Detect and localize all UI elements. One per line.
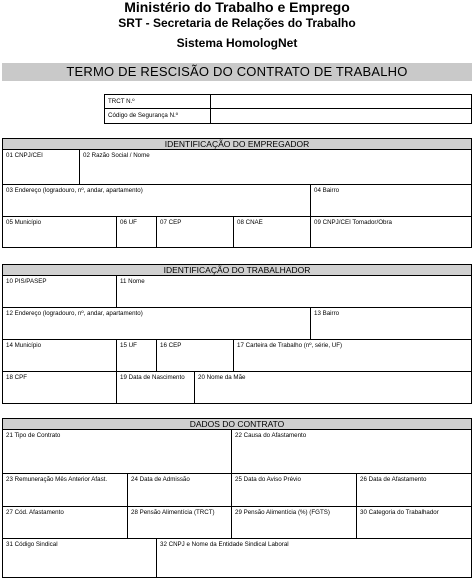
field-20-label: 20 Nome da Mãe bbox=[198, 374, 246, 381]
field-16-label: 16 CEP bbox=[160, 342, 182, 349]
field-12-label: 12 Endereço (logradouro, nº, andar, apartamento) bbox=[6, 310, 143, 317]
field-07-cep[interactable] bbox=[157, 217, 234, 247]
trct-box bbox=[104, 94, 472, 124]
field-27-label: 27 Cód. Afastamento bbox=[6, 509, 64, 516]
field-12-endereco[interactable] bbox=[3, 308, 311, 340]
trct-number-label-cell bbox=[105, 95, 211, 109]
field-19-label: 19 Data de Nascimento bbox=[120, 374, 185, 381]
field-05-municipio[interactable] bbox=[3, 217, 117, 247]
field-31-label: 31 Código Sindical bbox=[6, 541, 58, 548]
field-03-label: 03 Endereço (logradouro, nº, andar, apartamento) bbox=[6, 187, 143, 194]
field-22-label: 22 Causa do Afastamento bbox=[235, 432, 307, 439]
field-17-carteira-trabalho[interactable] bbox=[234, 340, 471, 372]
worker-section bbox=[2, 264, 472, 404]
system-heading: Sistema HomologNet bbox=[176, 36, 298, 50]
field-14-label: 14 Município bbox=[6, 342, 42, 349]
security-code-label-cell bbox=[105, 109, 211, 123]
field-26-data-afastamento[interactable] bbox=[357, 474, 471, 507]
field-21-label: 21 Tipo de Contrato bbox=[6, 432, 61, 439]
field-01-cnpj[interactable] bbox=[3, 150, 80, 185]
field-24-label: 24 Data de Admissão bbox=[131, 476, 190, 483]
field-09-cnpj-tomador[interactable] bbox=[311, 217, 471, 247]
field-28-label: 28 Pensão Alimentícia (TRCT) bbox=[131, 509, 215, 516]
employer-section bbox=[2, 138, 472, 248]
security-code-field[interactable] bbox=[211, 109, 471, 123]
field-23-remuneracao[interactable] bbox=[3, 474, 128, 507]
field-23-label: 23 Remuneração Mês Anterior Afast. bbox=[6, 476, 108, 483]
field-06-label: 06 UF bbox=[120, 219, 137, 226]
trct-number-label: TRCT N.º bbox=[108, 98, 135, 105]
field-18-cpf[interactable] bbox=[3, 372, 117, 403]
field-29-label: 29 Pensão Alimentícia (%) (FGTS) bbox=[235, 509, 330, 516]
field-07-label: 07 CEP bbox=[160, 219, 182, 226]
ministry-heading: Ministério do Trabalho e Emprego bbox=[124, 0, 350, 15]
field-25-label: 25 Data do Aviso Prévio bbox=[235, 476, 301, 483]
field-10-pis[interactable] bbox=[3, 276, 117, 308]
field-32-label: 32 CNPJ e Nome da Entidade Sindical Laboral bbox=[160, 541, 289, 548]
employer-section-title: IDENTIFICAÇÃO DO EMPREGADOR bbox=[3, 139, 471, 150]
worker-section-title: IDENTIFICAÇÃO DO TRABALHADOR bbox=[3, 265, 471, 276]
field-04-bairro[interactable] bbox=[311, 185, 471, 217]
field-08-cnae[interactable] bbox=[234, 217, 311, 247]
field-22-causa-afastamento[interactable] bbox=[232, 430, 471, 474]
field-19-data-nascimento[interactable] bbox=[117, 372, 195, 403]
secretariat-heading: SRT - Secretaria de Relações do Trabalho bbox=[118, 16, 356, 30]
trct-number-field[interactable] bbox=[211, 95, 471, 109]
field-14-municipio[interactable] bbox=[3, 340, 117, 372]
field-11-nome[interactable] bbox=[117, 276, 471, 308]
field-30-label: 30 Categoria do Trabalhador bbox=[360, 509, 439, 516]
field-32-entidade-sindical[interactable] bbox=[157, 539, 471, 577]
field-27-cod-afastamento[interactable] bbox=[3, 507, 128, 539]
field-17-label: 17 Carteira de Trabalho (nº, série, UF) bbox=[237, 342, 343, 349]
field-25-data-aviso-previo[interactable] bbox=[232, 474, 357, 507]
contract-section-title: DADOS DO CONTRATO bbox=[3, 419, 471, 430]
field-16-cep[interactable] bbox=[157, 340, 234, 372]
field-15-uf[interactable] bbox=[117, 340, 157, 372]
contract-section bbox=[2, 418, 472, 578]
field-02-label: 02 Razão Social / Nome bbox=[83, 152, 150, 159]
field-31-codigo-sindical[interactable] bbox=[3, 539, 157, 577]
field-05-label: 05 Município bbox=[6, 219, 42, 226]
field-04-label: 04 Bairro bbox=[314, 187, 340, 194]
field-03-endereco[interactable] bbox=[3, 185, 311, 217]
field-11-label: 11 Nome bbox=[120, 278, 145, 285]
document-title: TERMO DE RESCISÃO DO CONTRATO DE TRABALHO bbox=[2, 63, 472, 81]
security-code-label: Código de Segurança N.º bbox=[108, 112, 179, 119]
field-02-razao-social[interactable] bbox=[80, 150, 471, 185]
field-15-label: 15 UF bbox=[120, 342, 137, 349]
field-08-label: 08 CNAE bbox=[237, 219, 263, 226]
field-30-categoria-trabalhador[interactable] bbox=[357, 507, 471, 539]
field-09-label: 09 CNPJ/CEI Tomador/Obra bbox=[314, 219, 392, 226]
field-13-label: 13 Bairro bbox=[314, 310, 340, 317]
field-13-bairro[interactable] bbox=[311, 308, 471, 340]
field-24-data-admissao[interactable] bbox=[128, 474, 232, 507]
field-20-nome-mae[interactable] bbox=[195, 372, 471, 403]
field-18-label: 18 CPF bbox=[6, 374, 27, 381]
field-10-label: 10 PIS/PASEP bbox=[6, 278, 47, 285]
field-21-tipo-contrato[interactable] bbox=[3, 430, 232, 474]
field-06-uf[interactable] bbox=[117, 217, 157, 247]
field-01-label: 01 CNPJ/CEI bbox=[6, 152, 43, 159]
field-29-pensao-fgts[interactable] bbox=[232, 507, 357, 539]
field-26-label: 26 Data de Afastamento bbox=[360, 476, 427, 483]
field-28-pensao-trct[interactable] bbox=[128, 507, 232, 539]
